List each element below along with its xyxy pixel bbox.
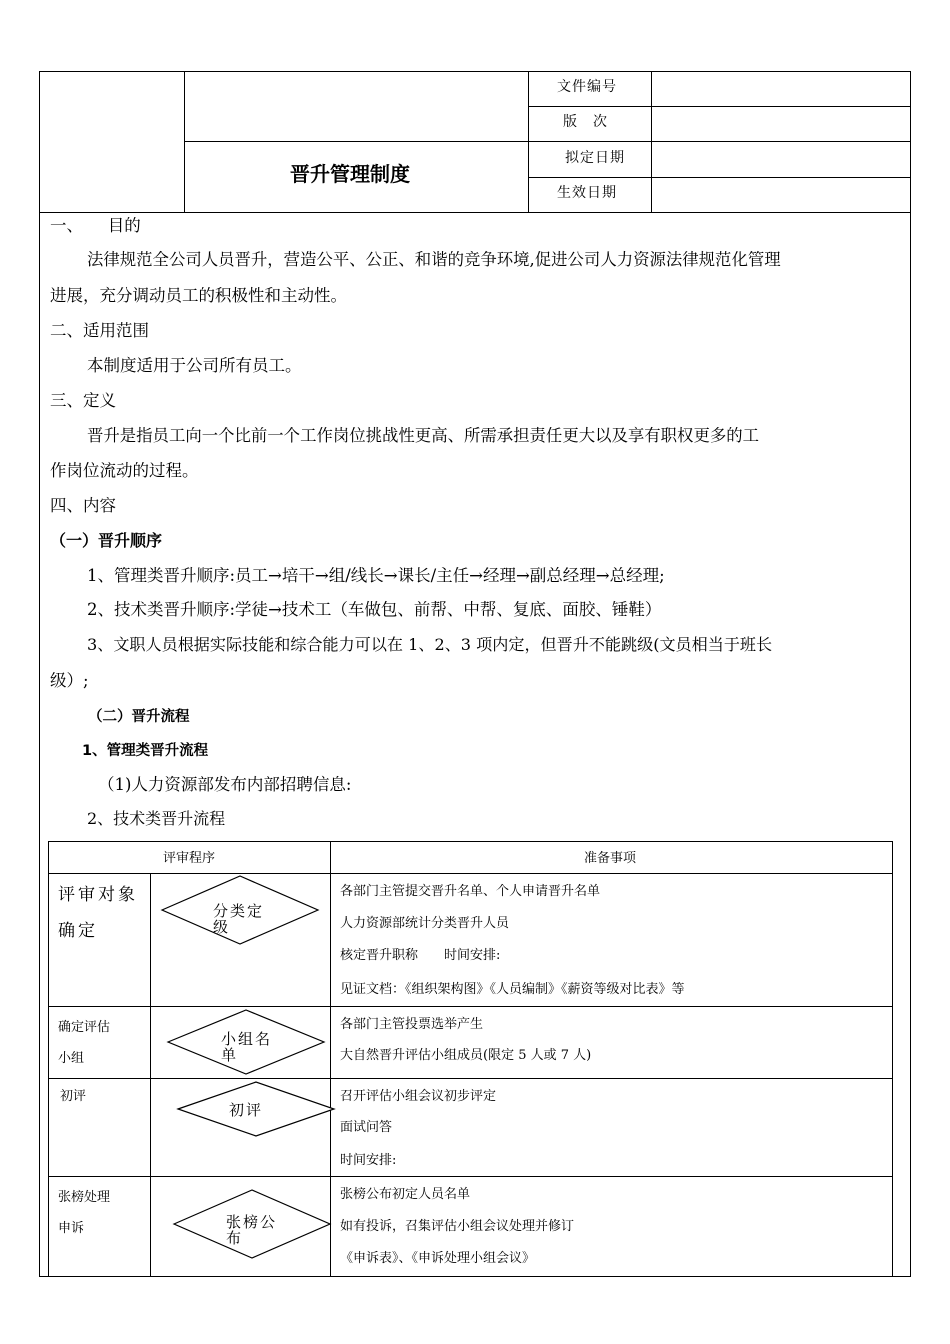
- row-4-note-1: 张榜公布初定人员名单: [340, 1187, 471, 1202]
- table-row-line-3: [48, 1176, 893, 1177]
- diamond-1-text: 分类定级: [213, 902, 265, 936]
- row-1-note-3: 核定晋升职称 时间安排:: [340, 948, 501, 963]
- header-field-line-3: [528, 177, 911, 178]
- section-2-para: 本制度适用于公司所有员工。: [87, 356, 302, 375]
- table-row-2-label: 确定评估小组: [58, 1020, 111, 1066]
- list-item-3-line-1: 3、文职人员根据实际技能和综合能力可以在 1、2、3 项内定，但晋升不能跳级(文员相当于班长: [87, 635, 773, 654]
- field-effective-date: 生效日期: [557, 185, 617, 201]
- subsection-2-heading: （二）晋升流程: [88, 709, 190, 725]
- subsection-1-heading: （一）晋升顺序: [50, 531, 163, 550]
- section-1-para-line-1: 法律规范全公司人员晋升，营造公平、公正、和谐的竞争环境,促进公司人力资源法律规范化管理: [87, 250, 781, 269]
- list-item-3-line-2: 级）;: [50, 671, 89, 690]
- section-3-para-line-2: 作岗位流动的过程。: [50, 461, 199, 480]
- header-field-line-1: [528, 106, 911, 107]
- flow-1-step-1: （1)人力资源部发布内部招聘信息:: [98, 775, 352, 794]
- table-row-1-label: 评审对象确定: [58, 885, 138, 941]
- field-doc-number: 文件编号: [557, 79, 617, 95]
- section-3-para-line-1: 晋升是指员工向一个比前一个工作岗位挑战性更高、所需承担责任更大以及享有职权更多的工: [87, 426, 760, 445]
- flow-2-heading: 2、技术类晋升流程: [87, 809, 226, 828]
- diamond-4-text: 张榜公布: [226, 1213, 278, 1247]
- diamond-3-text: 初评: [229, 1101, 264, 1119]
- table-row-3-label: 初评: [60, 1089, 87, 1104]
- table-row-line-1: [48, 1006, 893, 1007]
- row-1-note-4: 见证文档：《组织架构图》《人员编制》《薪资等级对比表》等: [340, 982, 685, 997]
- field-version: 版 次: [563, 114, 608, 130]
- field-draft-date: 拟定日期: [565, 150, 625, 166]
- header-bottom-line: [39, 212, 911, 213]
- row-4-note-3: 《申诉表》、《申诉处理小组会议》: [340, 1251, 536, 1266]
- row-4-note-2: 如有投诉，召集评估小组会议处理并修订: [340, 1219, 575, 1234]
- flow-1-heading: 1、管理类晋升流程: [82, 743, 209, 759]
- row-2-note-2: 大自然晋升评估小组成员(限定 5 人或 7 人): [340, 1048, 592, 1063]
- table-header-preparation: 准备事项: [584, 851, 637, 866]
- page-title: 晋升管理制度: [290, 162, 410, 186]
- table-row-4-label: 张榜处理申诉: [58, 1190, 111, 1236]
- row-3-note-2: 面试问答: [340, 1120, 393, 1135]
- diamond-2-text: 小组名单: [221, 1030, 273, 1064]
- header-mid-line: [184, 141, 528, 142]
- section-3-heading: 三、定义: [50, 391, 116, 410]
- row-1-note-2: 人力资源部统计分类晋升人员: [340, 916, 510, 931]
- row-1-note-1: 各部门主管提交晋升名单、个人申请晋升名单: [340, 884, 601, 899]
- row-3-note-3: 时间安排:: [340, 1153, 397, 1168]
- list-item-1: 1、管理类晋升顺序:员工→培干→组/线长→课长/主任→经理→副总经理→总经理;: [87, 566, 665, 585]
- section-4-heading: 四、内容: [50, 496, 116, 515]
- section-1-heading: 一、 目的: [50, 216, 141, 235]
- table-header-procedure: 评审程序: [163, 851, 216, 866]
- header-field-line-2: [528, 141, 911, 142]
- row-3-note-1: 召开评估小组会议初步评定: [340, 1089, 497, 1104]
- row-2-note-1: 各部门主管投票选举产生: [340, 1017, 484, 1032]
- section-2-heading: 二、适用范围: [50, 321, 149, 340]
- table-row-line-2: [48, 1078, 893, 1079]
- section-1-para-line-2: 进展，充分调动员工的积极性和主动性。: [50, 286, 347, 305]
- list-item-2: 2、技术类晋升顺序:学徒→技术工（车做包、前帮、中帮、复底、面胶、锤鞋）: [87, 600, 662, 619]
- table-label-divider: [150, 873, 151, 1277]
